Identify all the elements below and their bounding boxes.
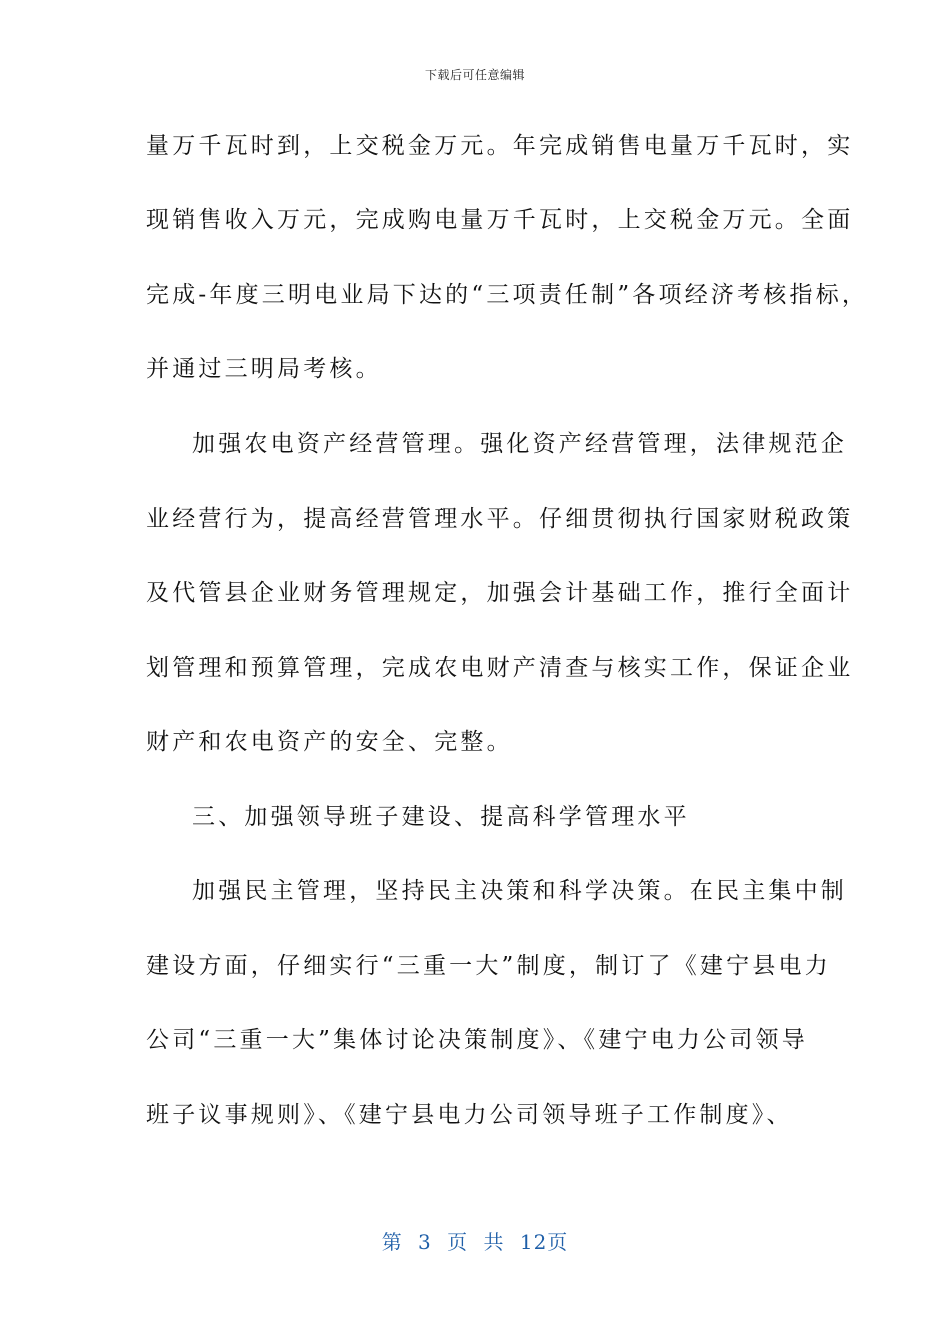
body-line: 加强农电资产经营管理。强化资产经营管理，法律规范企 [192, 431, 847, 457]
body-line: 建设方面，仔细实行“三重一大”制度，制订了《建宁县电力 [146, 953, 831, 979]
page-number-footer: 第 3 页 共 12页 [381, 1230, 569, 1254]
body-line: 并通过三明局考核。 [146, 356, 382, 382]
body-line: 加强民主管理，坚持民主决策和科学决策。在民主集中制 [192, 878, 847, 904]
body-line: 现销售收入万元，完成购电量万千瓦时，上交税金万元。全面 [146, 207, 854, 233]
body-line: 量万千瓦时到，上交税金万元。年完成销售电量万千瓦时，实 [146, 133, 854, 159]
body-line: 班子议事规则》、《建宁县电力公司领导班子工作制度》、 [146, 1102, 793, 1128]
body-line: 公司“三重一大”集体讨论决策制度》、《建宁电力公司领导 [146, 1027, 808, 1053]
body-line: 业经营行为，提高经营管理水平。仔细贯彻执行国家财税政策 [146, 506, 854, 532]
body-line: 划管理和预算管理，完成农电财产清查与核实工作，保证企业 [146, 655, 854, 681]
body-line: 及代管县企业财务管理规定，加强会计基础工作，推行全面计 [146, 580, 854, 606]
body-line: 财产和农电资产的安全、完整。 [146, 729, 513, 755]
page-header: 下载后可任意编辑 [424, 68, 525, 82]
section-heading: 三、加强领导班子建设、提高科学管理水平 [192, 804, 690, 830]
body-line: 完成-年度三明电业局下达的“三项责任制”各项经济考核指标， [146, 282, 869, 308]
